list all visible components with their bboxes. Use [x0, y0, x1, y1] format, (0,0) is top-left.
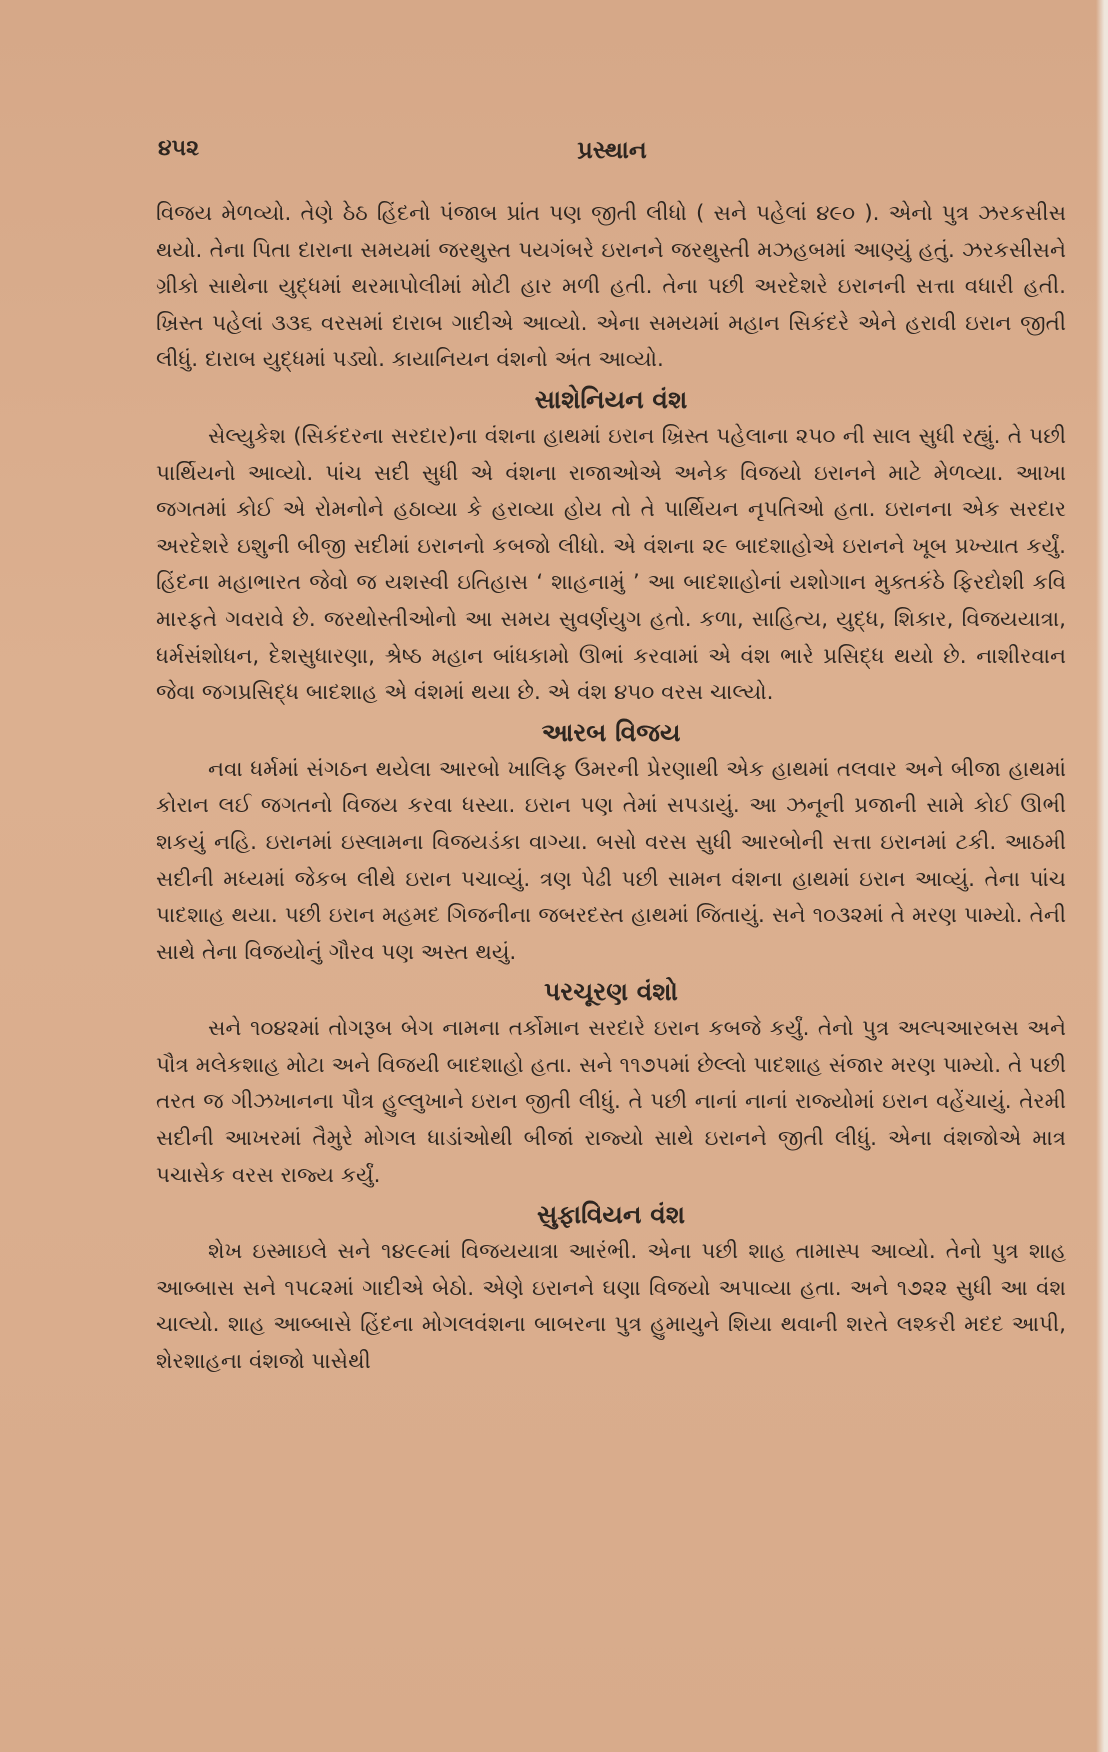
page-edge — [1096, 0, 1108, 1752]
section-heading: સુફાવિયન વંશ — [536, 1200, 686, 1230]
paragraph-intro: વિજય મેળવ્યો. તેણે ઠેઠ હિંદનો પંજાબ પ્રાંત પણ જીતી લીધો ( સને પહેલાં ૪૯૦ ). એનો પુત્ર ઝરકસીસ થયો. તેના પિતા દારાના સમયમાં જરથુસ્ત પયગંબરે ઇરાનને જરથુસ્તી મઝહબમાં આણ્યું હતું. ઝરકસીસને ગ્રીકો સાથેના યુદ્ધમાં થરમાપોલીમાં મોટી હાર મળી હતી. તેના પછી અરદેશરે ઇરાનની સત્તા વધારી હતી. ખ્રિસ્ત પહેલાં ૩૩૬ વરસમાં દારાબ ગાદીએ આવ્યો. એના સમયમાં મહાન સિકંદરે એને હરાવી ઇરાન જીતી લીધું. દારાબ યુદ્ધમાં પડ્યો. કાયાનિયન વંશનો અંત આવ્યો. — [156, 201, 1066, 373]
section-heading: પરચૂરણ વંશો — [544, 977, 678, 1007]
paragraph: નવા ધર્મમાં સંગઠન થયેલા આરબો ખાલિફ ઉમરની પ્રેરણાથી એક હાથમાં તલવાર અને બીજા હાથમાં કોરાન લઈ જગતનો વિજય કરવા ધસ્યા. ઇરાન પણ તેમાં સપડાયું. આ ઝનૂની પ્રજાની સામે કોઈ ઊભી શકયું નહિ. ઇરાનમાં ઇસ્લામના વિજયડંકા વાગ્યા. બસો વરસ સુધી આરબોની સત્તા ઇરાનમાં ટકી. આઠમી સદીની મધ્યમાં જેકબ લીથે ઇરાન પચાવ્યું. ત્રણ પેઢી પછી સામન વંશના હાથમાં ઇરાન આવ્યું. તેના પાંચ પાદશાહ થયા. પછી ઇરાન મહમદ ગિજનીના જબરદસ્ત હાથમાં જિતાયું. સને ૧૦૩૨માં તે મરણ પામ્યો. તેની સાથે તેના વિજયોનું ગૌરવ પણ અસ્ત થયું. — [156, 756, 1066, 965]
section-heading: આરબ વિજય — [541, 717, 681, 747]
paragraph: સેલ્યુકેશ (સિકંદરના સરદાર)ના વંશના હાથમાં ઇરાન ખ્રિસ્ત પહેલાના ૨૫૦ ની સાલ સુધી રહ્યું. તે પછી પાર્થિયનો આવ્યો. પાંચ સદી સુધી એ વંશના રાજાઓએ અનેક વિજયો ઇરાનને માટે મેળવ્યા. આખા જગતમાં કોઈ એ રોમનોને હઠાવ્યા કે હરાવ્યા હોય તો તે પાર્થિયન નૃપતિઓ હતા. ઇરાનના એક સરદાર અરદેશરે ઇશુની બીજી સદીમાં ઇરાનનો કબજો લીધો. એ વંશના ૨૯ બાદશાહોએ ઇરાનને ખૂબ પ્રખ્યાત કર્યું. હિંદના મહાભારત જેવો જ યશસ્વી ઇતિહાસ ‘ શાહનામું ’ આ બાદશાહોનાં યશોગાન મુક્તકંઠે ફિરદોશી કવિ મારફતે ગવરાવે છે. જરથોસ્તીઓનો આ સમય સુવર્ણયુગ હતો. કળા, સાહિત્ય, યુદ્ધ, શિકાર, વિજયયાત્રા, ધર્મસંશોધન, દેશસુધારણા, શ્રેષ્ઠ મહાન બાંધકામો ઊભાં કરવામાં એ વંશ ભારે પ્રસિદ્ધ થયો છે. નાશીરવાન જેવા જગપ્રસિદ્ધ બાદશાહ એ વંશમાં થયા છે. એ વંશ ૪૫૦ વરસ ચાલ્યો. — [156, 423, 1066, 706]
paragraph: શેખ ઇસ્માઇલે સને ૧૪૯૯માં વિજયયાત્રા આરંભી. એના પછી શાહ તામાસ્પ આવ્યો. તેનો પુત્ર શાહ આબ્બાસ સને ૧૫૮૨માં ગાદીએ બેઠો. એણે ઇરાનને ઘણા વિજયો અપાવ્યા હતા. અને ૧૭૨૨ સુધી આ વંશ ચાલ્યો. શાહ આબ્બાસે હિંદના મોગલવંશના બાબરના પુત્ર હુમાયુને શિયા થવાની શરતે લશ્કરી મદદ આપી, શેરશાહના વંશજો પાસેથી — [156, 1239, 1066, 1375]
paragraph: સને ૧૦૪૨માં તોગરૂબ બેગ નામના તર્કોમાન સરદારે ઇરાન કબજે કર્યું. તેનો પુત્ર અલ્પઆરબસ અને પૌત્ર મલેકશાહ મોટા અને વિજયી બાદશાહો હતા. સને ૧૧૭૫માં છેલ્લો પાદશાહ સંજાર મરણ પામ્યો. તે પછી તરત જ ગીઝખાનના પૌત્ર હુલ્લુખાને ઇરાન જીતી લીધું. તે પછી નાનાં નાનાં રાજ્યોમાં ઇરાન વહેંચાયું. તેરમી સદીની આખરમાં તૈમુરે મોગલ ધાડાંઓથી બીજાં રાજ્યો સાથે ઇરાનને જીતી લીધું. એના વંશજોએ માત્ર પચાસેક વરસ રાજ્ય કર્યું. — [156, 1016, 1066, 1188]
running-head — [158, 136, 1066, 172]
section-heading: સાશેનિયન વંશ — [534, 384, 688, 414]
running-title: પ્રસ્થાન — [577, 136, 647, 164]
page-body — [156, 196, 1066, 1381]
page-number: ૪૫૨ — [158, 136, 200, 161]
